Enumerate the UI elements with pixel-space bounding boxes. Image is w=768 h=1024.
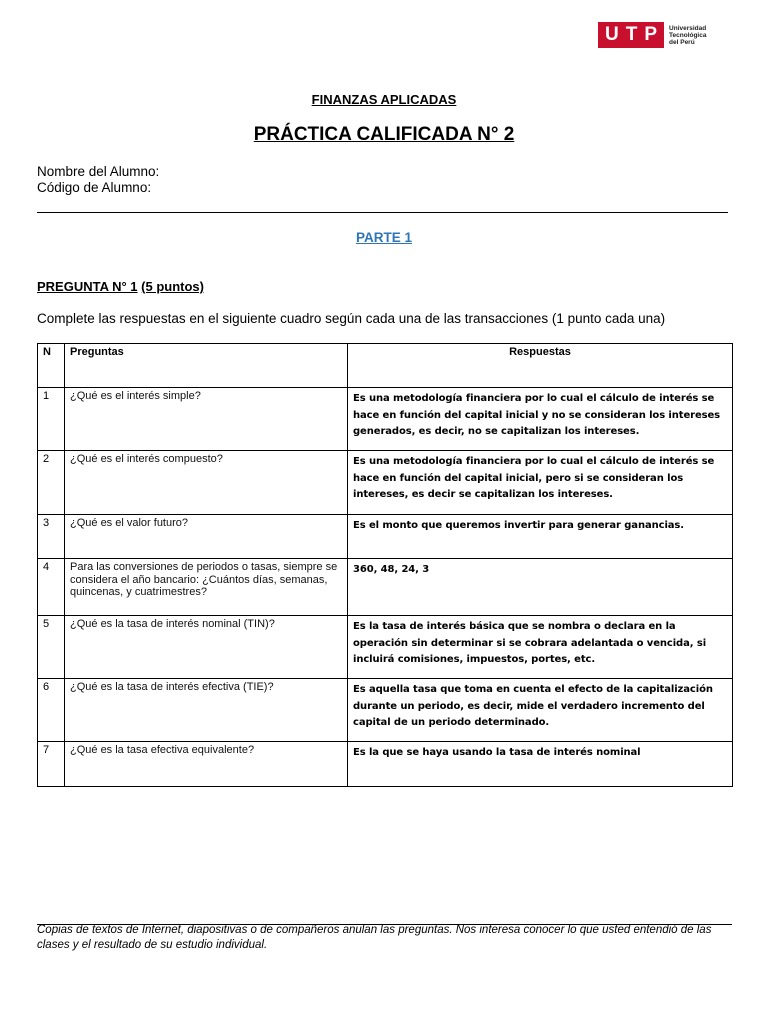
header-question: Preguntas	[65, 344, 348, 388]
logo-letter: P	[644, 24, 658, 45]
row-question: ¿Qué es el valor futuro?	[65, 515, 348, 559]
table-row	[38, 388, 733, 451]
row-question: ¿Qué es el interés compuesto?	[65, 451, 348, 515]
row-answer: Es aquella tasa que toma en cuenta el efecto de la capitalización durante un periodo, es decir, mide el verdadero incremento del capital de un periodo determinado.	[348, 679, 733, 742]
university-line: Tecnológica	[669, 31, 707, 39]
table-row	[38, 616, 733, 679]
row-number: 5	[38, 616, 65, 679]
row-answer: Es una metodología financiera por lo cual el cálculo de interés se hace en función del capital inicial, pero si se consideran los intereses, es decir se capitalizan los intereses.	[348, 451, 733, 515]
row-answer: Es la que se haya usando la tasa de interés nominal	[348, 742, 733, 787]
table-row	[38, 679, 733, 742]
row-question: ¿Qué es el interés simple?	[65, 388, 348, 451]
question-instruction: Complete las respuestas en el siguiente cuadro según cada una de las transacciones (1 punto cada una)	[37, 311, 666, 326]
course-name: FINANZAS APLICADAS	[311, 92, 457, 107]
utp-logo-mark	[598, 22, 664, 48]
row-number: 1	[38, 388, 65, 451]
header-divider	[37, 212, 728, 213]
row-answer: 360, 48, 24, 3	[348, 559, 733, 616]
qa-table	[37, 343, 733, 787]
section-title: PARTE 1	[355, 230, 412, 245]
row-answer: Es el monto que queremos invertir para generar ganancias.	[348, 515, 733, 559]
question-points: (5 puntos)	[141, 279, 204, 294]
logo-letter: U	[605, 24, 619, 45]
row-question: ¿Qué es la tasa de interés nominal (TIN)?	[65, 616, 348, 679]
row-number: 2	[38, 451, 65, 515]
header-n: N	[38, 344, 65, 388]
row-answer: Es la tasa de interés básica que se nombra o declara en la operación sin determinar si se cobrara adelantada o vencida, si incluirá comisiones, impuestos, portes, etc.	[348, 616, 733, 679]
row-question: Para las conversiones de periodos o tasas, siempre se considera el año bancario: ¿Cuántos días, semanas, quincenas, y cuatrimestres?	[65, 559, 348, 616]
university-line: Universidad	[669, 24, 707, 32]
logo-letter: T	[625, 24, 638, 45]
row-number: 4	[38, 559, 65, 616]
row-number: 3	[38, 515, 65, 559]
page-title: PRÁCTICA CALIFICADA N° 2	[253, 124, 515, 145]
table-row	[38, 451, 733, 515]
university-name	[669, 25, 714, 46]
row-number: 6	[38, 679, 65, 742]
student-name-label: Nombre del Alumno:	[37, 164, 160, 179]
row-question: ¿Qué es la tasa de interés efectiva (TIE)?	[65, 679, 348, 742]
table-row	[38, 742, 733, 787]
header-answer: Respuestas	[348, 344, 733, 388]
table-row	[38, 559, 733, 616]
university-line: del Perú	[669, 38, 695, 46]
question-label: PREGUNTA N° 1	[37, 279, 138, 294]
row-question: ¿Qué es la tasa efectiva equivalente?	[65, 742, 348, 787]
footer-note: Copias de textos de Internet, diapositivas o de compañeros anulan las preguntas. Nos interesa conocer lo que usted entendió de las clases y el resultado de su estudio individual.	[37, 924, 712, 951]
question-heading	[37, 279, 204, 294]
row-answer: Es una metodología financiera por lo cual el cálculo de interés se hace en función del capital inicial y no se consideran los intereses generados, es decir, no se capitalizan los intereses.	[348, 388, 733, 451]
student-code-label: Código de Alumno:	[37, 180, 152, 195]
utp-logo	[598, 22, 714, 48]
table-row	[38, 515, 733, 559]
row-number: 7	[38, 742, 65, 787]
table-header-row	[38, 344, 733, 388]
